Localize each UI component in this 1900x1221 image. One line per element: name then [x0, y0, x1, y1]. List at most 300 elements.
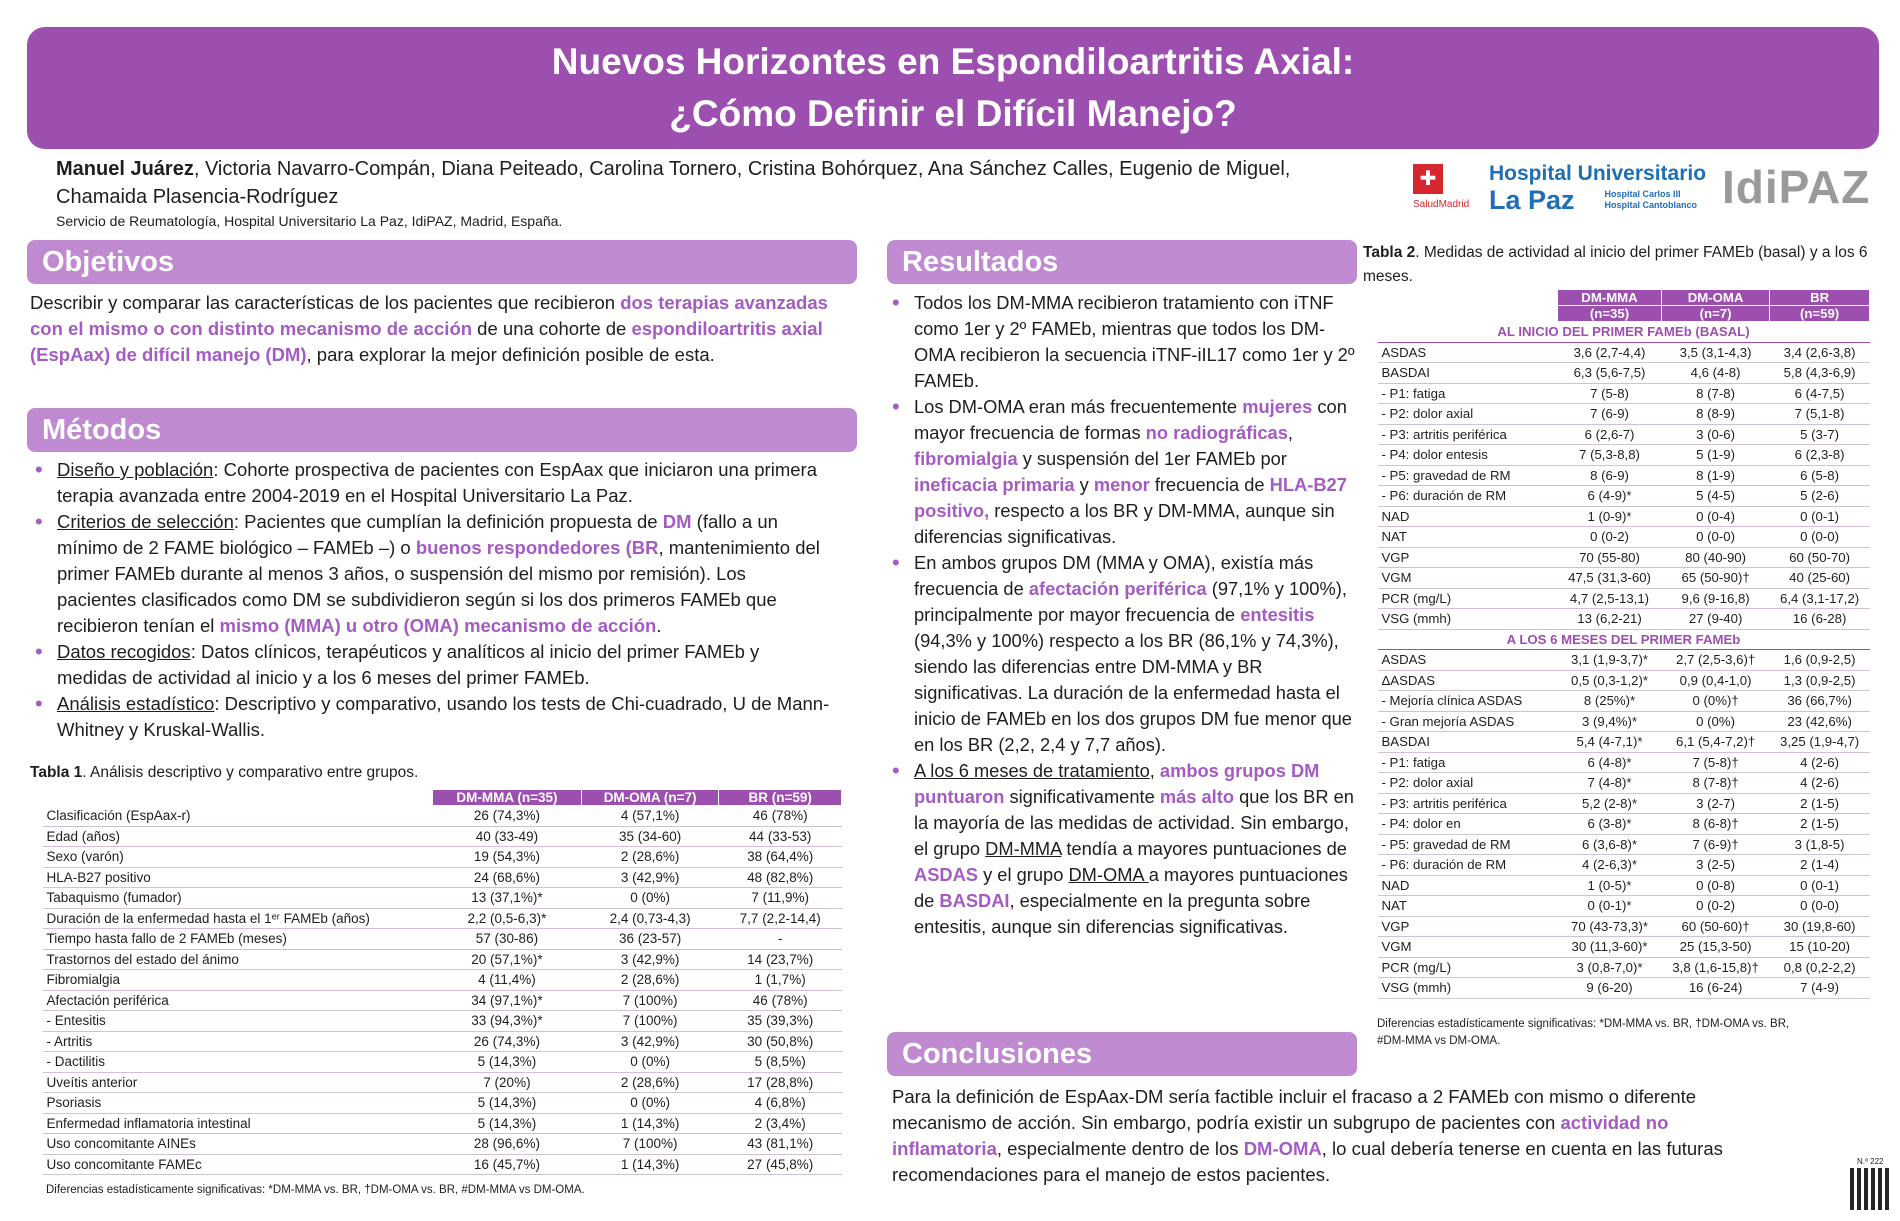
- objetivos-text: [30, 290, 830, 368]
- row-label: Uveítis anterior: [43, 1072, 433, 1093]
- row-label: NAD: [1378, 506, 1558, 527]
- row-label: - Gran mejoría ASDAS: [1378, 711, 1558, 732]
- table-cell: 5,2 (2-8)*: [1558, 793, 1662, 814]
- table-cell: 2 (1-5): [1770, 814, 1870, 835]
- table-cell: 30 (11,3-60)*: [1558, 937, 1662, 958]
- table-cell: 6 (4-8)*: [1558, 752, 1662, 773]
- table-row: [1378, 793, 1870, 814]
- affiliation: Servicio de Reumatología, Hospital Universitario La Paz, IdiPAZ, Madrid, España.: [56, 213, 563, 229]
- row-label: VGP: [1378, 916, 1558, 937]
- table-row: [1378, 363, 1870, 384]
- table-cell: 0 (0-0): [1662, 527, 1770, 548]
- table-row: [1378, 383, 1870, 404]
- highlight: no radiográficas: [1145, 422, 1288, 443]
- table-cell: 8 (6-8)†: [1662, 814, 1770, 835]
- table-cell: 0 (0-2): [1662, 896, 1770, 917]
- table-cell: 70 (55-80): [1558, 547, 1662, 568]
- row-label: Fibromialgia: [43, 970, 433, 991]
- underlined: DM-OMA: [1068, 864, 1149, 885]
- row-label: - P5: gravedad de RM: [1378, 834, 1558, 855]
- table-cell: 5,4 (4-7,1)*: [1558, 732, 1662, 753]
- table-cell: 3,6 (2,7-4,4): [1558, 342, 1662, 363]
- text: , especialmente dentro de los: [996, 1138, 1244, 1159]
- row-label: Duración de la enfermedad hasta el 1ᵉʳ FAMEb (años): [43, 908, 433, 929]
- table-cell: 3,8 (1,6-15,8)†: [1662, 957, 1770, 978]
- table-cell: 0,9 (0,4-1,0): [1662, 670, 1770, 691]
- table-cell: 13 (37,1%)*: [433, 888, 582, 909]
- table-row: [1378, 670, 1870, 691]
- table-cell: 40 (33-49): [433, 826, 582, 847]
- table-row: [1378, 506, 1870, 527]
- hospital-logo: [1413, 162, 1706, 214]
- text: , mantenimiento del primer FAMEb durante al menos 3 años, o suspensión del mismo por remisión). Los pacientes clasificados como DM se subdividieron según si los dos primeros FAMEb que recibieron tenían el: [57, 537, 820, 636]
- text: de una cohorte de: [472, 318, 632, 339]
- table-header-row: [43, 790, 842, 806]
- table-row: [1378, 875, 1870, 896]
- row-label: Uso concomitante FAMEc: [43, 1154, 433, 1175]
- table-cell: 6 (3-8)*: [1558, 814, 1662, 835]
- row-label: BASDAI: [1378, 732, 1558, 753]
- table-row: [43, 1031, 842, 1052]
- table-cell: 4 (2-6,3)*: [1558, 855, 1662, 876]
- table-cell: 14 (23,7%): [719, 949, 842, 970]
- row-label: - Artritis: [43, 1031, 433, 1052]
- table-row: [1378, 855, 1870, 876]
- text: frecuencia de: [1149, 474, 1270, 495]
- table-cell: 16 (45,7%): [433, 1154, 582, 1175]
- row-label: - P2: dolor axial: [1378, 773, 1558, 794]
- table-cell: 7 (6-9): [1558, 404, 1662, 425]
- table-cell: 1 (0-5)*: [1558, 875, 1662, 896]
- table-cell: 3 (2-5): [1662, 855, 1770, 876]
- metodos-list: [30, 457, 830, 743]
- table-row: [1378, 424, 1870, 445]
- table-cell: 57 (30-86): [433, 929, 582, 950]
- table-row: [43, 806, 842, 827]
- table-cell: 17 (28,8%): [719, 1072, 842, 1093]
- column-header: DM-OMA: [1662, 290, 1770, 306]
- section-label: AL INICIO DEL PRIMER FAMEb (BASAL): [1378, 322, 1870, 343]
- table-cell: 6,3 (5,6-7,5): [1558, 363, 1662, 384]
- highlight: fibromialgia: [914, 448, 1018, 469]
- table-cell: 9 (6-20): [1558, 978, 1662, 999]
- row-label: Sexo (varón): [43, 847, 433, 868]
- footnote-line: #DM-MMA vs DM-OMA.: [1377, 1035, 1501, 1047]
- tabla2-caption: [1363, 241, 1883, 289]
- row-label: BASDAI: [1378, 363, 1558, 384]
- table-row: [1378, 834, 1870, 855]
- table-row: [1378, 773, 1870, 794]
- table-cell: 43 (81,1%): [719, 1134, 842, 1155]
- tabla1: [42, 789, 842, 1175]
- table-cell: 7 (5,3-8,8): [1558, 445, 1662, 466]
- highlight: actividad no inflamatoria: [892, 1112, 1669, 1159]
- table-row: [43, 826, 842, 847]
- row-label: - P1: fatiga: [1378, 752, 1558, 773]
- table-row: [1378, 691, 1870, 712]
- table-cell: 6 (4-9)*: [1558, 486, 1662, 507]
- row-label: NAD: [1378, 875, 1558, 896]
- caption-text: . Análisis descriptivo y comparativo entre grupos.: [82, 764, 419, 781]
- table-row: [1378, 650, 1870, 671]
- text: a mayores puntuaciones de: [914, 864, 1348, 911]
- table-cell: 3 (1,8-5): [1770, 834, 1870, 855]
- table-cell: 48 (82,8%): [719, 867, 842, 888]
- row-label: - P1: fatiga: [1378, 383, 1558, 404]
- column-header: BR (n=59): [719, 790, 842, 806]
- table-row: [1378, 342, 1870, 363]
- salud-madrid-icon: ✚: [1413, 164, 1443, 194]
- text: (94,3% y 100%) respecto a los BR (86,1% y 74,3%), siendo las diferencias entre DM-MMA y BR significativas. La duración de la enfermedad hasta el inicio de FAMEb en los dos grupos DM fue menor que en los BR (2,2, 2,4 y 7,7 años).: [914, 630, 1352, 755]
- hospital-cantoblanco: Hospital Cantoblanco: [1604, 200, 1698, 210]
- table-cell: 8 (25%)*: [1558, 691, 1662, 712]
- table-cell: 8 (8-9): [1662, 404, 1770, 425]
- list-item: [30, 691, 830, 743]
- table-cell: 26 (74,3%): [433, 1031, 582, 1052]
- table-row: [43, 1052, 842, 1073]
- table-cell: -: [719, 929, 842, 950]
- row-label: - P5: gravedad de RM: [1378, 465, 1558, 486]
- table-cell: 0 (0-8): [1662, 875, 1770, 896]
- table-cell: 5 (14,3%): [433, 1113, 582, 1134]
- table-row: [43, 949, 842, 970]
- underlined: A los 6 meses de tratamiento: [914, 760, 1150, 781]
- table-cell: 19 (54,3%): [433, 847, 582, 868]
- table-cell: 4,7 (2,5-13,1): [1558, 588, 1662, 609]
- table-cell: 0 (0-1): [1770, 875, 1870, 896]
- table-cell: 7 (6-9)†: [1662, 834, 1770, 855]
- highlight: afectación periférica: [1028, 578, 1207, 599]
- row-label: - P3: artritis periférica: [1378, 424, 1558, 445]
- table-cell: 5 (1-9): [1662, 445, 1770, 466]
- table-row: [1378, 609, 1870, 630]
- table-cell: 20 (57,1%)*: [433, 949, 582, 970]
- label: Criterios de selección: [57, 511, 234, 532]
- table-row: [43, 990, 842, 1011]
- table-row: [1378, 957, 1870, 978]
- table-cell: 5 (4-5): [1662, 486, 1770, 507]
- row-label: NAT: [1378, 527, 1558, 548]
- hospital-carlos-iii: Hospital Carlos III: [1604, 189, 1681, 199]
- text: (97,1% y 100%), principalmente por mayor frecuencia de: [914, 578, 1347, 625]
- section-row: [1378, 629, 1870, 650]
- table-row: [43, 867, 842, 888]
- table-cell: 3,25 (1,9-4,7): [1770, 732, 1870, 753]
- list-item: [30, 457, 830, 509]
- table-row: [43, 847, 842, 868]
- authors: [56, 155, 1356, 211]
- table-row: [43, 1011, 842, 1032]
- table-cell: 70 (43-73,3)*: [1558, 916, 1662, 937]
- row-label: - P3: artritis periférica: [1378, 793, 1558, 814]
- resultados-heading: Resultados: [887, 240, 1357, 284]
- table-row: [1378, 732, 1870, 753]
- highlight: ineficacia primaria: [914, 474, 1075, 495]
- table-row: [43, 1154, 842, 1175]
- highlight: espondiloartritis axial (EspAax) de difícil manejo (DM): [30, 318, 823, 365]
- table-cell: 25 (15,3-50): [1662, 937, 1770, 958]
- table-cell: 9,6 (9-16,8): [1662, 588, 1770, 609]
- table-cell: 33 (94,3%)*: [433, 1011, 582, 1032]
- table-row: [1378, 404, 1870, 425]
- table-cell: 0 (0%)†: [1662, 691, 1770, 712]
- table-cell: 3 (42,9%): [581, 1031, 719, 1052]
- hospital-la-paz: La Paz: [1489, 185, 1575, 215]
- row-label: - P2: dolor axial: [1378, 404, 1558, 425]
- table-row: [1378, 588, 1870, 609]
- table-cell: 65 (50-90)†: [1662, 568, 1770, 589]
- text: En ambos grupos DM (MMA y OMA), existía más frecuencia de: [914, 552, 1314, 599]
- table-cell: 8 (6-9): [1558, 465, 1662, 486]
- table-row: [43, 1093, 842, 1114]
- coauthors: , Victoria Navarro-Compán, Diana Peiteado, Carolina Tornero, Cristina Bohórquez, Ana Sánchez Calles, Eugenio de Miguel,: [193, 158, 1291, 180]
- table-cell: 5,8 (4,3-6,9): [1770, 363, 1870, 384]
- row-label: HLA-B27 positivo: [43, 867, 433, 888]
- table-cell: 6 (2,6-7): [1558, 424, 1662, 445]
- row-label: Uso concomitante AINEs: [43, 1134, 433, 1155]
- label: Diseño y población: [57, 459, 214, 480]
- row-label: Clasificación (EspAax-r): [43, 806, 433, 827]
- table-cell: 1,6 (0,9-2,5): [1770, 650, 1870, 671]
- column-header: [1378, 306, 1558, 322]
- table-cell: 36 (23-57): [581, 929, 719, 950]
- row-label: VGM: [1378, 568, 1558, 589]
- text: Describir y comparar las características de los pacientes que recibieron: [30, 292, 621, 313]
- text: con mayor frecuencia de formas: [914, 396, 1347, 443]
- table-cell: 23 (42,6%): [1770, 711, 1870, 732]
- highlight: dos terapias avanzadas con el mismo o con distinto mecanismo de acción: [30, 292, 828, 339]
- row-label: Enfermedad inflamatoria intestinal: [43, 1113, 433, 1134]
- table-cell: 6,1 (5,4-7,2)†: [1662, 732, 1770, 753]
- highlight: mismo (MMA) u otro (OMA) mecanismo de acción: [219, 615, 657, 636]
- qr-code-icon[interactable]: [1850, 1168, 1892, 1210]
- table-cell: 7 (100%): [581, 1134, 719, 1155]
- table-cell: 38 (64,4%): [719, 847, 842, 868]
- footnote-line: Diferencias estadísticamente significativas: *DM-MMA vs. BR, †DM-OMA vs. BR,: [1377, 1018, 1790, 1030]
- row-label: - P6: duración de RM: [1378, 486, 1558, 507]
- row-label: Tabaquismo (fumador): [43, 888, 433, 909]
- row-label: VGM: [1378, 937, 1558, 958]
- list-item: [30, 509, 830, 639]
- table-cell: 46 (78%): [719, 806, 842, 827]
- table-cell: 27 (45,8%): [719, 1154, 842, 1175]
- table-row: [1378, 752, 1870, 773]
- text: Los DM-OMA eran más frecuentemente: [914, 396, 1243, 417]
- table-cell: 0 (0%): [1662, 711, 1770, 732]
- table-cell: 16 (6-24): [1662, 978, 1770, 999]
- column-header: DM-MMA: [1558, 290, 1662, 306]
- text: , para explorar la mejor definición posible de esta.: [306, 344, 715, 365]
- text: : Descriptivo y comparativo, usando los tests de Chi-cuadrado, U de Mann-Whitney y Kruskal-Wallis.: [57, 693, 830, 740]
- row-label: ASDAS: [1378, 650, 1558, 671]
- row-label: ASDAS: [1378, 342, 1558, 363]
- hospital-name: Hospital Universitario: [1489, 162, 1707, 185]
- row-label: - P6: duración de RM: [1378, 855, 1558, 876]
- text: que los BR en la mayoría de las medidas de actividad. Sin embargo, el grupo: [914, 786, 1354, 859]
- table-cell: 0 (0-0): [1770, 527, 1870, 548]
- table-cell: 1 (0-9)*: [1558, 506, 1662, 527]
- table-cell: 8 (1-9): [1662, 465, 1770, 486]
- text: Para la definición de EspAax-DM sería factible incluir el fracaso a 2 FAMEb con mismo o diferente mecanismo de acción. Sin embargo, podría existir un subgrupo de pacientes con: [892, 1086, 1697, 1133]
- highlight: DM: [662, 511, 692, 532]
- caption-label: Tabla 2: [1363, 244, 1416, 261]
- table-cell: 36 (66,7%): [1770, 691, 1870, 712]
- table-cell: 7 (5,1-8): [1770, 404, 1870, 425]
- table-cell: 3 (42,9%): [581, 949, 719, 970]
- section-label: A LOS 6 MESES DEL PRIMER FAMEb: [1378, 629, 1870, 650]
- table-cell: 4 (6,8%): [719, 1093, 842, 1114]
- table-cell: 2 (28,6%): [581, 847, 719, 868]
- poster-number: N.º 222: [1857, 1157, 1884, 1166]
- table-cell: 7,7 (2,2-14,4): [719, 908, 842, 929]
- highlight: menor: [1093, 474, 1150, 495]
- text: tendía a mayores puntuaciones de: [1061, 838, 1347, 859]
- row-label: - Mejoría clínica ASDAS: [1378, 691, 1558, 712]
- table-cell: 1 (14,3%): [581, 1113, 719, 1134]
- table-cell: 0 (0-0): [1770, 896, 1870, 917]
- table-cell: 7 (4-9): [1770, 978, 1870, 999]
- text: y suspensión del 1er FAMEb por: [1017, 448, 1287, 469]
- table-cell: 8 (7-8)†: [1662, 773, 1770, 794]
- column-header: (n=59): [1770, 306, 1870, 322]
- table-row: [43, 888, 842, 909]
- table-cell: 2 (28,6%): [581, 970, 719, 991]
- table-cell: 8 (7-8): [1662, 383, 1770, 404]
- column-header: [1378, 290, 1558, 306]
- table-row: [1378, 527, 1870, 548]
- table-cell: 7 (11,9%): [719, 888, 842, 909]
- row-label: ΔASDAS: [1378, 670, 1558, 691]
- table-cell: 5 (2-6): [1770, 486, 1870, 507]
- table-row: [1378, 916, 1870, 937]
- table-row: [43, 1113, 842, 1134]
- row-label: Psoriasis: [43, 1093, 433, 1114]
- table-cell: 4 (2-6): [1770, 752, 1870, 773]
- text: respecto a los BR y DM-MMA, aunque sin diferencias significativas.: [914, 500, 1335, 547]
- underlined: DM-MMA: [985, 838, 1062, 859]
- conclusiones-text: [892, 1084, 1772, 1188]
- column-header: (n=7): [1662, 306, 1770, 322]
- tabla1-caption: [30, 764, 418, 782]
- table-header-row: [1378, 290, 1870, 306]
- label: Datos recogidos: [57, 641, 191, 662]
- table-cell: 3 (0,8-7,0)*: [1558, 957, 1662, 978]
- table-row: [1378, 814, 1870, 835]
- table-cell: 47,5 (31,3-60): [1558, 568, 1662, 589]
- list-item: [887, 758, 1357, 940]
- table-cell: 7 (5-8)†: [1662, 752, 1770, 773]
- table-row: [1378, 486, 1870, 507]
- table-cell: 4,6 (4-8): [1662, 363, 1770, 384]
- text: (fallo a un mínimo de 2 FAME biológico – FAMEb –) o: [57, 511, 778, 558]
- column-header: [43, 790, 433, 806]
- table-header-row: [1378, 306, 1870, 322]
- table-row: [1378, 445, 1870, 466]
- text: significativamente: [1004, 786, 1160, 807]
- table-row: [43, 970, 842, 991]
- idipaz-logo: IdiPAZ: [1722, 161, 1871, 213]
- row-label: PCR (mg/L): [1378, 957, 1558, 978]
- title-banner: [27, 27, 1879, 149]
- column-header: BR: [1770, 290, 1870, 306]
- table-cell: 0 (0%): [581, 1093, 719, 1114]
- table-cell: 60 (50-60)†: [1662, 916, 1770, 937]
- text: , lo cual debería tenerse en cuenta en las futuras recomendaciones para el manejo de estos pacientes.: [892, 1138, 1723, 1185]
- text: : Datos clínicos, terapéuticos y analíticos al inicio del primer FAMEb y medidas de actividad al inicio y a los 6 meses del primer FAMEb.: [57, 641, 760, 688]
- table-row: [1378, 978, 1870, 999]
- text: , especialmente en la pregunta sobre entesitis, aunque sin diferencias significativas.: [914, 890, 1311, 937]
- table-cell: 7 (100%): [581, 990, 719, 1011]
- table-cell: 6,4 (3,1-17,2): [1770, 588, 1870, 609]
- text: y: [1074, 474, 1094, 495]
- row-label: Tiempo hasta fallo de 2 FAMEb (meses): [43, 929, 433, 950]
- column-header: DM-MMA (n=35): [433, 790, 582, 806]
- table-cell: 24 (68,6%): [433, 867, 582, 888]
- highlight: más alto: [1159, 786, 1235, 807]
- title-line-1: Nuevos Horizontes en Espondiloartritis Axial:: [551, 41, 1355, 82]
- row-label: VSG (mmh): [1378, 978, 1558, 999]
- table-cell: 40 (25-60): [1770, 568, 1870, 589]
- highlight: buenos respondedores (BR: [415, 537, 659, 558]
- table-cell: 3,1 (1,9-3,7)*: [1558, 650, 1662, 671]
- table-row: [1378, 711, 1870, 732]
- table-cell: 80 (40-90): [1662, 547, 1770, 568]
- row-label: VSG (mmh): [1378, 609, 1558, 630]
- table-cell: 0 (0-2): [1558, 527, 1662, 548]
- table-cell: 2 (1-5): [1770, 793, 1870, 814]
- table-cell: 1 (14,3%): [581, 1154, 719, 1175]
- table-row: [1378, 465, 1870, 486]
- table-cell: 44 (33-53): [719, 826, 842, 847]
- caption-text: . Medidas de actividad al inicio del primer FAMEb (basal) y a los 6 meses.: [1363, 244, 1868, 285]
- highlight: mujeres: [1242, 396, 1313, 417]
- table-cell: 0,8 (0,2-2,2): [1770, 957, 1870, 978]
- highlight: ambos grupos DM puntuaron: [914, 760, 1320, 807]
- table-cell: 26 (74,3%): [433, 806, 582, 827]
- table-row: [1378, 547, 1870, 568]
- table-cell: 4 (11,4%): [433, 970, 582, 991]
- row-label: PCR (mg/L): [1378, 588, 1558, 609]
- highlight: ASDAS: [914, 864, 978, 885]
- row-label: - Entesitis: [43, 1011, 433, 1032]
- list-item: [30, 639, 830, 691]
- text: ,: [1149, 760, 1160, 781]
- column-header: (n=35): [1558, 306, 1662, 322]
- resultados-list: [887, 290, 1357, 940]
- table-row: [1378, 896, 1870, 917]
- text: y el grupo: [978, 864, 1069, 885]
- first-author: Manuel Juárez: [56, 158, 194, 180]
- table-cell: 2 (3,4%): [719, 1113, 842, 1134]
- highlight: entesitis: [1240, 604, 1315, 625]
- table-cell: 5 (14,3%): [433, 1052, 582, 1073]
- list-item: [887, 550, 1357, 758]
- coauthors-line2: Chamaida Plasencia-Rodríguez: [56, 186, 339, 208]
- table-row: [1378, 568, 1870, 589]
- table-cell: 35 (34-60): [581, 826, 719, 847]
- highlight: BASDAI: [939, 890, 1010, 911]
- conclusiones-heading: Conclusiones: [887, 1032, 1357, 1076]
- table-cell: 6 (5-8): [1770, 465, 1870, 486]
- table-cell: 7 (20%): [433, 1072, 582, 1093]
- table-cell: 4 (2-6): [1770, 773, 1870, 794]
- table-row: [43, 929, 842, 950]
- row-label: - Dactilitis: [43, 1052, 433, 1073]
- table-cell: 16 (6-28): [1770, 609, 1870, 630]
- table-cell: 28 (96,6%): [433, 1134, 582, 1155]
- table-cell: 0,5 (0,3-1,2)*: [1558, 670, 1662, 691]
- table-cell: 5 (8,5%): [719, 1052, 842, 1073]
